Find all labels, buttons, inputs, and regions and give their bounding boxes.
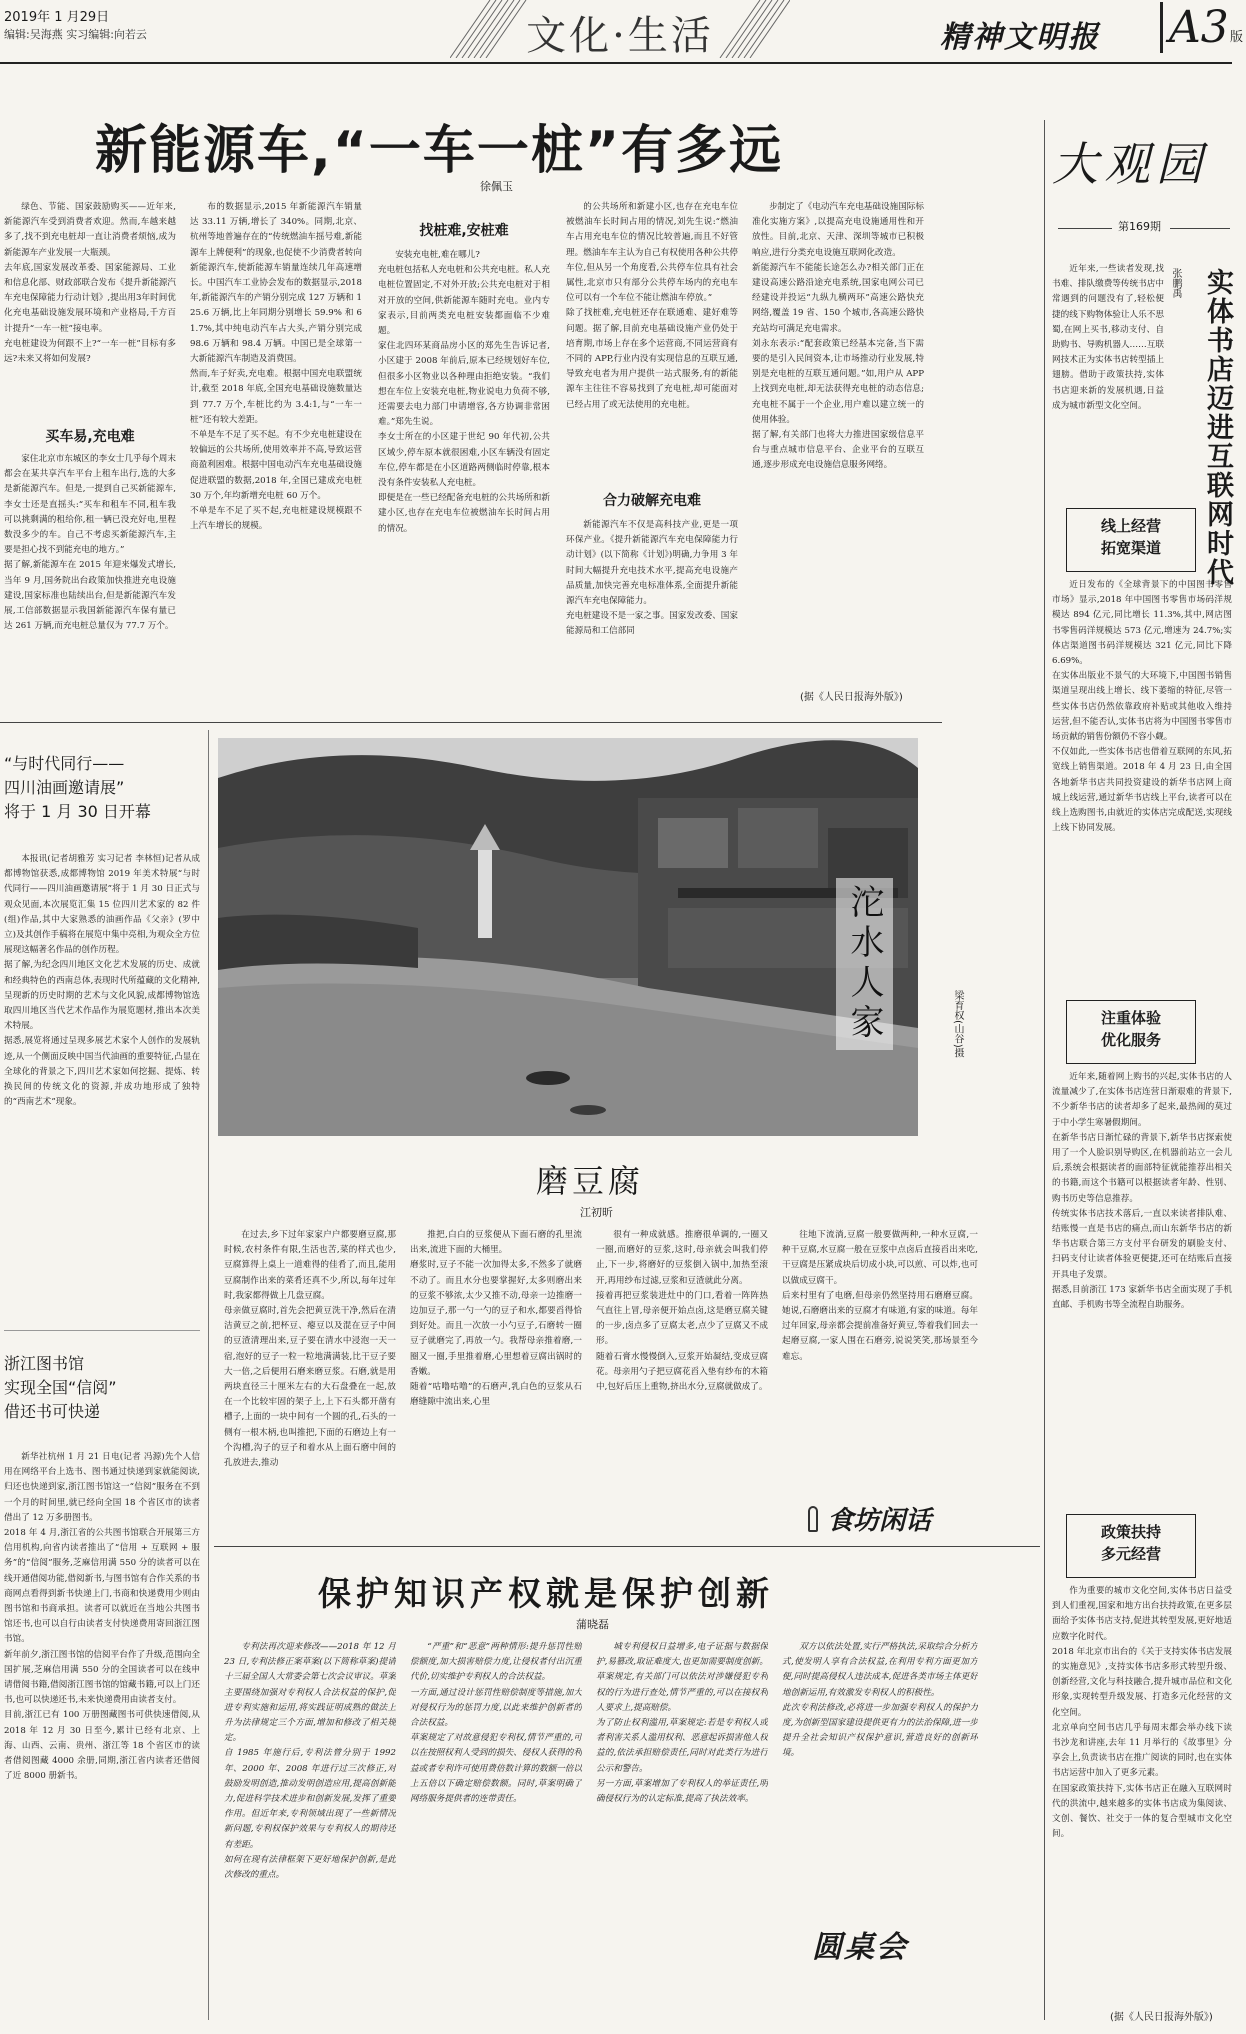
ip-col-2: “严重”和“恶意”两种情形:提升惩罚性赔偿额度,加大损害赔偿力度,让侵权者付出沉重代价,切实维护专利权人的合法权益。 一方面,通过设计惩罚性赔偿制度等措施,加大对侵权行为的惩罚力度,以此来维护创新者的合法权益。 草案规定了对故意侵犯专利权,情节严重的,可以在按照权利人受到的损失、侵权人获得的利益或者专利许可使用费倍数计算的数额一倍以上五倍以下确定赔偿数额。同时,草案明确了网络服务提供者的连带责任。 — [410, 1642, 582, 1805]
ip-column-logo: 圆桌会 — [812, 1930, 908, 1965]
tofu-col-4: 往地下流淌,豆腐一般要做两种,一种水豆腐,一种干豆腐,水豆腐一般在豆浆中点卤后直接舀出来吃,干豆腐是压紧成块后切成小块,可以煎、可以炸,也可以做成豆腐干。 后来村里有了电磨,但母亲仍然坚持用石磨磨豆腐。她说,石磨磨出来的豆腐才有味道,有家的味道。每年过年回家,母亲都会提前准备好黄豆,等着我们回去一起磨豆腐,一家人围在石磨旁,说说笑笑,那场景至今难忘。 — [782, 1230, 978, 1362]
bookstore-body-1: 近日发布的《全球背景下的中国图书零售市场》显示,2018 年中国图书零售市场码洋规模达 894 亿元,同比增长 11.3%,其中,网店图书零售码洋规模达 573 亿元,增速为 24.7%;实体店渠道图书码洋规模达 321 亿元,同比下降 6.69%。 在实体出版业不景气的大环境下,中国图书销售渠道呈现出线上增长、线下萎缩的特征,尽管一些实体书店仍然依靠政府补贴或其他收入维持运营,但不能否认,实体书店将为中国图书零售市场贡献的销售份额仍不容小觑。 不仅如此,一些实体书店也借着互联网的东风,拓宽线上销售渠道。2018 年 4 月 23 日,由全国各地新华书店共同投资建设的新华书店网上商城上线运营,通过新华书店线上平台,读者可以在线上选购图书,由就近的实体店完成配送,实现线上线下协同发展。 — [1052, 580, 1232, 834]
tofu-title: 磨豆腐 — [536, 1162, 645, 1200]
bookstore-byline: 张鹏禹 — [1170, 268, 1181, 298]
car-subhead-3: 合力破解充电难 — [603, 493, 701, 509]
ip-col-4: 双方以依法处置,实行严格执法,采取综合分析方式,使发明人享有合法权益,在利用专利方面更加方便,同时提高侵权人违法成本,促进各类市场主体更好地创新运用,有效激发专利权人的积极性。 此次专利法修改,必将进一步加强专利权人的保护力度,为创新型国家建设提供更有力的法治保障,进一步提升全社会知识产权保护意识,营造良好的创新环境。 — [782, 1642, 978, 1759]
library-body: 新华社杭州 1 月 21 日电(记者 冯源)先个人信用在网络平台上选书、图书通过快递到家就能阅读,归还也快递到家,浙江图书馆这一“信阅”服务在不到一个月的时间里,就已经向全国 18 个省区市的读者借出了 12 万多册图书。 2018 年 4 月,浙江省的公共图书馆联合开展第三方信用机构,向省内读者推出了“信用 + 互联网 + 服务”的“信阅”服务,芝麻信用满 550 分的读者可以在线开通借阅功能,借阅新书,与图书馆有合作关系的书商网点看得到新书快递上门,书商和快递费用少则由图书馆和书商承担。读者可以就近在当地公共图书馆还书,也可以自行由读者支付快递费用寄回浙江图书馆。 新年前夕,浙江图书馆的信阅平台作了升级,范围向全国扩展,芝麻信用满 550 分的全国读者可以在线申请借阅书籍,借阅浙江图书馆的馆藏书籍,可以上门还书,也可以快递还书,未来快递费用由读者支付。 目前,浙江已有 100 万册图藏图书可供快速借阅,从 2018 年 12 月 30 日至今,累计已经有北京、上海、山西、云南、贵州、浙江等 18 个省区市的读者借阅图藏 4000 余册,同期,浙江省内读者还借阅了近 8000 册新书。 — [4, 1452, 200, 1782]
car-col-1: 绿色、节能、国家鼓励购买——近年来,新能源汽车受到消费者欢迎。然而,车越来越多了,找不到充电桩却一直让消费者烦恼,成为新能源车产业发展一大瓶颈。 去年底,国家发展改革委、国家能源局、工业和信息化部、财政部联合发布《提升新能源汽车充电保障能力行动计划》,提出用3年时间优化充电基础设施发展环境和产业格局,千方百计提升“一车一桩”接电率。 充电桩建设为何跟不上?“一车一桩”目标有多远?未来又将如何发展? — [4, 202, 176, 365]
exhibition-headline-line1: “与时代同行—— — [4, 754, 125, 773]
library-headline-line3: 借还书可快递 — [4, 1402, 101, 1421]
river-town-photo-art — [218, 738, 918, 1136]
car-col-2: 布的数据显示,2015 年新能源汽车销量达 33.11 万辆,增长了 340%。同期,北京、杭州等地普遍存在的“传统燃油车摇号难,新能源车上牌便利”的现象,也促使不少消费者转向新能源汽车,使新能源车销量连续几年高速增长。中国汽车工业协会发布的数据显示,2018 年,新能源汽车的产销分别完成 127 万辆和 125.6 万辆,比上年同期分别增长 59.9% 和 61.7%,其中纯电动汽车占大头,产销分别完成 98.6 万辆和 98.4 万辆。中国已是全球第一大新能源汽车制造及消费国。 然而,车子好卖,充电难。根据中国充电联盟统计,截至 2018 年底,全国充电基础设施数量达到 77.7 万个,车桩比约为 3.4:1,与“一车一桩”还有较大差距。 不单是车不足了买不起。有不少充电桩建设在较偏远的公共场所,使用效率并不高,导致运营商盈利困难。根据中国电动汽车充电基础设施促进联盟的数据,2018 年,全国已建成充电桩 30 万个,年均新增充电桩 60 万个。 不单是车不足了买不起,充电桩建设规模跟不上汽车增长的规模。 — [190, 202, 362, 532]
masthead — [0, 0, 1246, 70]
dagaiyuan-rule-2 — [1170, 228, 1230, 229]
river-town-photo — [218, 738, 918, 1136]
photo-title: 沱水人家 — [836, 878, 893, 1050]
bookstore-body-2: 近年来,随着网上购书的兴起,实体书店的人流量减少了,在实体书店连营日渐艰难的背景下,不少新华书店的读者却多了起来,最热闹的莫过于中小学生寒暑假期间。 在新华书店日渐忙碌的背景下,新华书店探索使用了一个人脸识别导购区,在机器前站立一会儿后,系统会根据读者的面部特征就能推荐出相关的书籍,而这个书籍可以根据读者年龄、性别、购书历史等信息推荐。 传统实体书店技术落后,一直以来读者排队难、结账慢一直是书店的痛点,而山东新华书店的新华书店联合第三方支付平台研发的刷脸支付、扫码支付让读者体验更便捷,还可在结账后直接开具电子发票。 据悉,目前浙江 173 家新华书店全面实现了手机直邮、手机购书等全流程自助服务。 — [1052, 1072, 1232, 1311]
tofu-col-1: 在过去,乡下过年家家户户都要磨豆腐,那时候,农村条件有限,生活也苦,菜的样式也少,豆腐算得上桌上一道难得的佳肴了,而且,能用豆腐制作出来的菜肴还真不少,所以,每年过年时,我家都得做上几盘豆腐。 母亲做豆腐时,首先会把黄豆洗干净,然后在清洁黄豆之前,把杯豆、瘪豆以及混在豆子中间的豆渣清理出来,豆子要在清水中浸泡一天一宿,泡好的豆子一粒一粒地满满装,比干豆子要大一倍,之后便用石磨来磨豆浆。石磨,就是用两块直径三十厘米左右的大石盘叠在一起,放在一个比较牢固的架子上,上下石头都开凿有槽子,上面的一块中间有一个圆的孔,石头的一侧有一根木柄,也叫推把,下面的石磨边上有一个沟槽,沟子的豆子和着水从上面石磨中间的孔放进去,推动 — [224, 1230, 396, 1469]
ip-title: 保护知识产权就是保护创新 — [318, 1574, 774, 1613]
bookstore-title: 实体书店迈进互联网时代 — [1202, 268, 1233, 587]
bookstore-subhead-3: 政策扶持 多元经营 — [1066, 1514, 1196, 1578]
car-col-1b: 家住北京市东城区的李女士几乎每个周末都会在某共享汽车平台上租车出行,选的大多是新能源汽车。但是,一提到自己买新能源车,李女士还是直摇头:“买车和租车不同,租车我可以挑剩满的租给你,租一辆已没充好电,里程数没多少的车。自己不考虑买新能源汽车,主要是担心找不到能充电的地方。” 据了解,新能源车在 2015 年迎来爆发式增长,当年 9 月,国务院出台政策加快推进充电设施建设,国家标准也陆续出台,但是新能源汽车发展,工信部数据显示我国新能源汽车保有量已达 261 万辆,而充电桩总量仅为 77.7 万个。 — [4, 454, 176, 632]
exhibition-headline-line3: 将于 1 月 30 日开幕 — [4, 802, 151, 821]
editor-credits: 编辑:吴海燕 实习编辑:向若云 — [4, 28, 147, 41]
exhibition-body: 本报讯(记者胡雅芳 实习记者 李林恒)记者从成都博物馆获悉,成都博物馆 2019 年美术特展“与时代同行——四川油画邀请展”将于 1 月 30 日正式与观众见面,本次展览汇集 15 位四川艺术家的 82 件(组)作品,其中大家熟悉的油画作品《父亲》(罗中立)及其创作手稿将在展览中集中亮相,为观众全方位展现这幅著名作品的创作历程。 据了解,为纪念四川地区文化艺术发展的历史、成就和经典特色的西南总体,表现时代所蕴藏的文化精神,呈现新的历史时期的艺术与文化风貌,成都博物馆选取四川地区当代艺术作品作为展览题材,推出本次美术特展。 据悉,展览将通过呈现多展艺术家个人创作的发展轨迹,从一个侧面反映中国当代油画的重要特征,凸显在全球化的背景之下,四川艺术家如何挖掘、提炼、转换民间的传统文化的资源,并成功地形成了独特的“西南艺术”现象。 — [4, 854, 200, 1108]
car-subhead-2: 找桩难,安桩难 — [419, 223, 509, 239]
library-headline — [4, 1352, 194, 1424]
tofu-bottom-rule — [214, 1546, 1040, 1547]
bookstore-subhead-1: 线上经营 拓宽渠道 — [1066, 508, 1196, 572]
library-headline-line2: 实现全国“信阅” — [4, 1378, 117, 1397]
issue-date: 2019年 1 月29日 — [4, 10, 110, 25]
car-bottom-rule — [0, 722, 942, 723]
bookstore-intro: 近年来,一些读者发现,找书难、排队缴费等传统书店中常遇到的问题没有了,轻松便捷的线下购物体验让人乐不思蜀,在网上买书,移动支付、自助购书、导购机器人……互联网技术正为实体书店转型插上翅膀。借助于政策扶持,实体书店迎来新的发展机遇,日益成为城市新型文化空间。 — [1052, 264, 1164, 411]
exhibition-headline-line2: 四川油画邀请展” — [4, 778, 125, 797]
edition-label: 版 — [1230, 30, 1244, 45]
tofu-column-logo-text: 食坊闲话 — [827, 1506, 932, 1536]
car-col-3: 安装充电桩,难在哪儿? 充电桩包括私人充电桩和公共充电桩。私人充电桩位置固定,不对外开放;公共充电桩对于相对开放的空间,供新能源车随时充电。业内专家表示,目前两类充电桩安装都面临不少难题。 家住北四环某商品房小区的郑先生告诉记者,小区建于 2008 年前后,原本已经规划好车位,但很多小区物业以各种理由拒绝安装。“我们想在车位上安装充电桩,物业说电力负荷不够,还需要去电力部门申请增容,各方协调非常困难。”郑先生说。 李女士所在的小区建于世纪 90 年代初,公共区域少,停车原本就很困难,小区车辆没有固定车位,停车都是在小区道路两侧临时停靠,根本没有条件安装私人充电桩。 即便是在一些已经配备充电桩的公共场所和新建小区,也存在充电车位被燃油车长时间占用的情况。 — [378, 250, 550, 534]
tofu-byline: 江初昕 — [580, 1206, 613, 1219]
dagaiyuan-logo: 大观园 — [1052, 137, 1208, 191]
photo-credit: 梁育权(山谷)摄 — [952, 990, 963, 1058]
car-col-5: 步制定了《电动汽车充电基础设施国际标准化实施方案》,以提高充电设施通用性和开放性。目前,北京、天津、深圳等城市已积极响应,进行分类充电设施互联网化改造。 新能源汽车不能能长途怎么办?相关部门正在建设高速公路沿途充电系统,国家电网公司已经建设并投运“九纵九横两环”高速公路快充网络,覆盖 19 省、150 个城市,各高速公路快充站均可满足充电需求。 刘永东表示:“配套政策已经基本完备,当下需要的是引入民间资本,让市场推动行业发展,特别是充电桩的互联互通问题。”如,用户从 APP 上找到充电桩,却无法获得充电桩的动态信息;充电桩不属于一个企业,用户难以建立统一的使用体验。 据了解,有关部门也将大力推进国家级信息平台与重点城市信息平台、企业平台的互联互通,逐步形成充电设施信息服务网络。 — [752, 202, 924, 471]
ip-col-1: 专利法再次迎来修改——2018 年 12 月 23 日,专利法修正案草案(以下简称草案)提请十三届全国人大常委会第七次会议审议。草案主要围绕加强对专利权人合法权益的保护,促进专利实施和运用,将实践证明成熟的做法上升为法律规定三个方面,增加和修改了相关规定。 自 1985 年施行后,专利法曾分别于 1992 年、2000 年、2008 年进行过三次修正,对鼓励发明创造,推动发明创造应用,提高创新能力,促进科学技术进步和创新发展,发挥了重要作用。但近年来,专利领域出现了一些新情况新问题,专利权保护效果与专利权人的期待还有差距。 如何在现有法律框架下更好地保护创新,是此次修改的重点。 — [224, 1642, 396, 1881]
bookstore-source: (据《人民日报海外版》) — [1110, 2012, 1213, 2023]
dagaiyuan-issue: 第169期 — [1118, 220, 1161, 233]
paper-name: 精神文明报 — [940, 20, 1100, 55]
dagaiyuan-rule — [1058, 228, 1112, 229]
ip-byline: 蒲晓磊 — [576, 1618, 609, 1631]
exhibition-headline — [4, 752, 194, 824]
spoon-icon — [808, 1506, 818, 1532]
ip-col-3: 城专利侵权日益增多,电子证据与数据保护,易篡改,取证难度大,也更加需要制度创新。草案规定,有关部门可以依法对涉嫌侵犯专利权的行为进行查处,情节严重的,可以在接权利人要求上,提高赔偿。 为了防止权利滥用,草案规定:若是专利权人或者利害关系人滥用权利、恶意起诉损害他人权益的,依法承担赔偿责任,同时对此类行为进行公示和警告。 另一方面,草案增加了专利权人的举证责任,明确侵权行为的认定标准,提高了执法效率。 — [596, 1642, 768, 1805]
car-subhead-1: 买车易,充电难 — [45, 429, 135, 445]
page-number: A3 — [1160, 2, 1229, 53]
tofu-col-3: 很有一种成就感。推磨很单调的,一圈又一圈,而磨好的豆浆,这时,母亲就会叫我们停止,下一步,将磨好的豆浆倒入锅中,加热至滚开,再用纱布过滤,豆浆和豆渣就此分离。 接着再把豆浆装进灶中的门口,看着一阵阵热气直往上冒,母亲便开始点卤,这是磨豆腐关键的一步,卤点多了豆腐太老,点少了豆腐又不成形。 随着石膏水慢慢倒入,豆浆开始凝结,变成豆腐花。母亲用勺子把豆腐花舀入垫有纱布的木箱中,包好后压上重物,挤出水分,豆腐就做成了。 — [596, 1230, 768, 1393]
left-sidebar-divider — [208, 730, 209, 2020]
car-source: (据《人民日报海外版》) — [800, 692, 903, 703]
bookstore-subhead-2: 注重体验 优化服务 — [1066, 1000, 1196, 1064]
car-article-byline: 徐佩玉 — [480, 180, 513, 193]
car-col-4: 的公共场所和新建小区,也存在充电车位被燃油车长时间占用的情况,刘先生说:“燃油车占用充电车位的情况比较普遍,而且不好管理。燃油车车主认为自己有权使用各种公共停车位,但从另一个角度看,公共停车位具有社会属性,北京市只有部分公共停车场内的充电车位可以有一个车位不能让燃油车停放。” 除了找桩难,充电桩还存在联通难、建好难等问题。据了解,目前充电基础设施产业仍处于培育期,市场上存在多个运营商,不同运营商有不同的 APP,行业内没有实现信息的互联互通,导致充电者为用户提供一站式服务,有的新能源车主往往不容易找到了充电桩,却可能面对已经占用了或无法使用的充电桩。 — [566, 202, 738, 410]
tofu-column-logo — [808, 1500, 931, 1537]
library-headline-line1: 浙江图书馆 — [4, 1354, 85, 1373]
car-col-4b: 新能源汽车不仅是高科技产业,更是一项环保产业。《提升新能源汽车充电保障能力行动计划》(以下简称《计划》)明确,力争用 3 年时间大幅提升充电技术水平,提高充电设施产品质量,加快完善充电标准体系,全面提升新能源汽车充电保障能力。 充电桩建设不是一家之事。国家发改委、国家能源局和工信部同 — [566, 520, 738, 637]
tofu-col-2: 推把,白白的豆浆便从下面石磨的孔里流出来,流进下面的大桶里。 磨浆时,豆子不能一次加得太多,不然多了就磨不动了。而且水分也要掌握好,太多则磨出来的豆浆不够浓,太少又推不动,母亲一边推磨一边加豆子,那一勺一勺的豆子和水,都要舀得恰到好处。而且一次放一小勺豆子,石磨转一圈豆子就磨完了,再放一勺。我帮母亲推着磨,一圈又一圈,手里推着磨,心里想着豆腐出锅时的香嫩。 随着“咕噜咕噜”的石磨声,乳白色的豆浆从石磨缝隙中流出来,心里 — [410, 1230, 582, 1408]
bookstore-body-3: 作为重要的城市文化空间,实体书店日益受到人们重视,国家和地方出台扶持政策,在更多层面给予实体书店支持,促进其转型发展,更好地适应数字化时代。 2018 年北京市出台的《关于支持实体书店发展的实施意见》,支持实体书店多形式转型升级、创新经营,文化与科技融合,提升城市品位和文化形象,实现转型升级发展、打造多元化经营的文化空间。 北京单向空间书店几乎每周末都会举办线下读书沙龙和讲座,去年 11 月举行的《故事里》分享会上,负责读书店在推广阅读的同时,也在实体书店运营中加入了更多元素。 在国家政策扶持下,实体书店正在融入互联网时代的洪流中,越来越多的实体书店成为集阅读、文创、餐饮、社交于一体的复合型城市文化空间。 — [1052, 1586, 1232, 1840]
car-article-title: 新能源车,“一车一桩”有多远 — [95, 121, 784, 181]
masthead-rule — [0, 62, 1232, 64]
sidebar-rule — [4, 1330, 200, 1331]
section-title: 文化·生活 — [526, 13, 714, 59]
right-column-divider — [1044, 120, 1045, 2020]
